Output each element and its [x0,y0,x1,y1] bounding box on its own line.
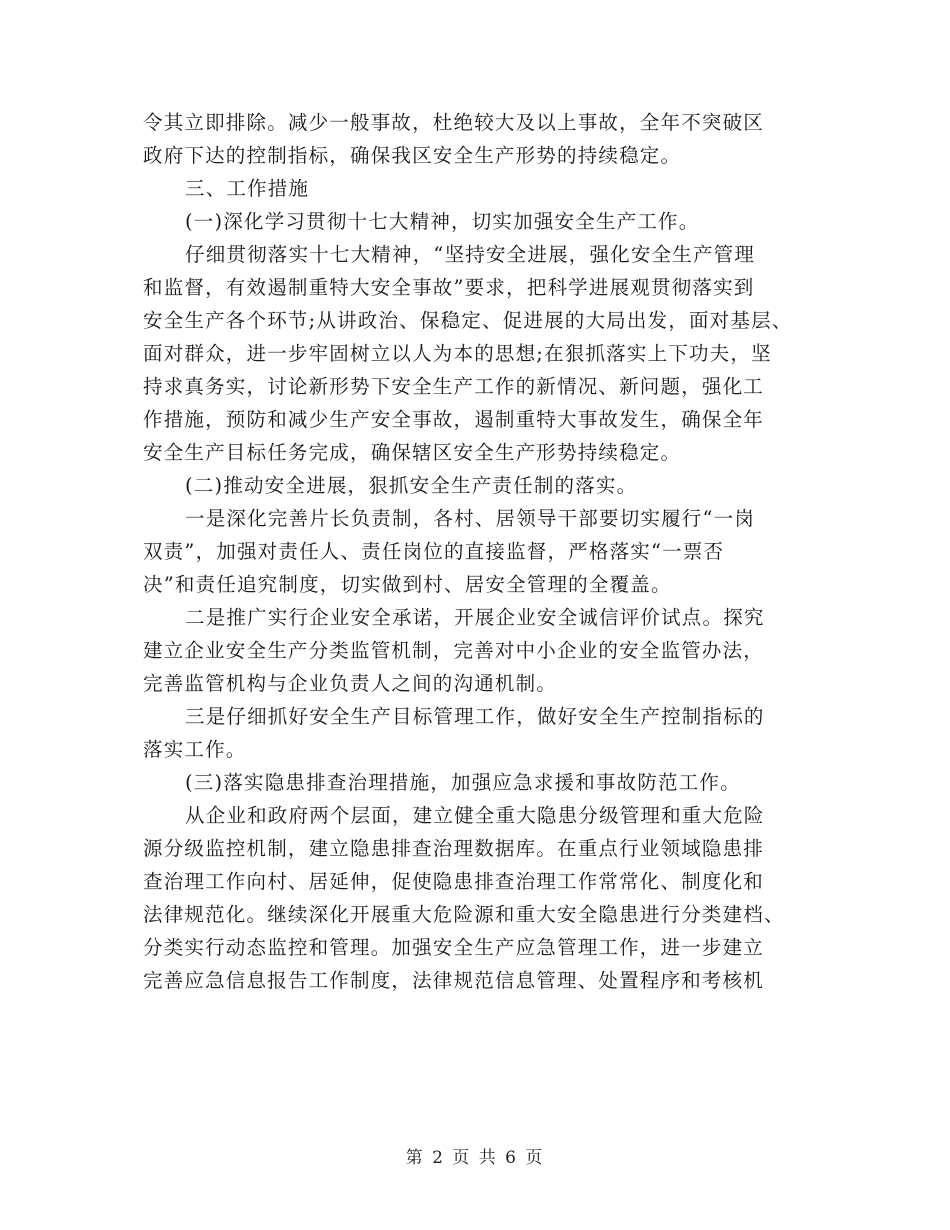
text-line: 三是仔细抓好安全生产目标管理工作，做好安全生产控制指标的 [185,705,765,728]
text-line: 一是深化完善片长负责制，各村、居领导干部要切实履行“一岗 [185,507,756,530]
text-line: (一)深化学习贯彻十七大精神，切实加强安全生产工作。 [185,210,700,233]
text-line: 查治理工作向村、居延伸，促使隐患排查治理工作常常化、制度化和 [143,870,765,893]
text-line: 政府下达的控制指标，确保我区安全生产形势的持续稳定。 [143,144,682,167]
text-line: (二)推动安全进展，狠抓安全生产责任制的落实。 [185,474,638,497]
text-line: 从企业和政府两个层面，建立健全重大隐患分级管理和重大危险 [185,804,765,827]
text-line: (三)落实隐患排查治理措施，加强应急求援和事故防范工作。 [185,771,741,794]
text-line: 源分级监控机制，建立隐患排查治理数据库。在重点行业领域隐患排 [143,837,765,860]
text-line: 决”和责任追究制度，切实做到村、居安全管理的全覆盖。 [143,573,672,596]
text-line: 面对群众，进一步牢固树立以人为本的思想;在狠抓落实上下功夫，坚 [143,342,772,365]
text-line: 法律规范化。继续深化开展重大危险源和重大安全隐患进行分类建档、 [143,903,785,926]
text-line: 仔细贯彻落实十七大精神，“坚持安全进展，强化安全生产管理 [185,243,756,266]
text-line: 令其立即排除。减少一般事故，杜绝较大及以上事故，全年不突破区 [143,111,765,134]
document-body [143,106,823,997]
text-line: 二是推广实行企业安全承诺，开展企业安全诚信评价试点。探究 [185,606,765,629]
text-line: 和监督，有效遏制重特大安全事故”要求，把科学进展观贯彻落实到 [143,276,755,299]
text-line: 建立企业安全生产分类监管机制，完善对中小企业的安全监管办法， [143,639,765,662]
text-line: 三、工作措施 [185,177,310,200]
text-line: 双责”，加强对责任人、责任岗位的直接监督，严格落实“一票否 [143,540,725,563]
page-number-footer: 第 2 页 共 6 页 [405,1148,545,1168]
text-line: 持求真务实，讨论新形势下安全生产工作的新情况、新问题，强化工 [143,375,765,398]
text-line: 安全生产各个环节;从讲政治、保稳定、促进展的大局出发，面对基层、 [143,309,793,332]
text-line: 完善应急信息报告工作制度，法律规范信息管理、处置程序和考核机 [143,969,765,992]
text-line: 完善监管机构与企业负责人之间的沟通机制。 [143,672,558,695]
text-line: 安全生产目标任务完成，确保辖区安全生产形势持续稳定。 [143,441,682,464]
text-line: 作措施，预防和减少生产安全事故，遏制重特大事故发生，确保全年 [143,408,765,431]
text-line: 落实工作。 [143,738,247,761]
text-line: 分类实行动态监控和管理。加强安全生产应急管理工作，进一步建立 [143,936,765,959]
